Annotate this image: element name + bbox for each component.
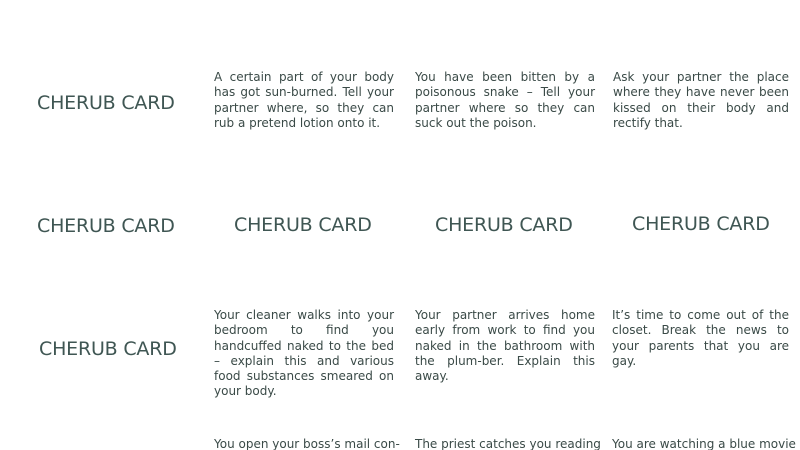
card-title-row1-col1: CHERUB CARD — [37, 92, 175, 114]
card-text-plumber: Your partner arrives home early from work to find you naked in the bathroom with the plum-ber. Explain this away. — [415, 308, 595, 384]
card-text-snake: You have been bitten by a poisonous snake – Tell your partner where so they can suck out the poison. — [415, 70, 595, 130]
card-text-kissed: Ask your partner the place where they have never been kissed on their body and rectify that. — [613, 70, 789, 130]
card-text-boss-mail: You open your boss’s mail con- — [214, 437, 400, 450]
card-title-row2-col4: CHERUB CARD — [632, 213, 770, 235]
card-title-row2-col2: CHERUB CARD — [234, 214, 372, 236]
card-text-blue-movie: You are watching a blue movie — [612, 437, 796, 450]
card-title-row2-col3: CHERUB CARD — [435, 214, 573, 236]
card-text-cleaner: Your cleaner walks into your bedroom to find you handcuffed naked to the bed – explain this and various food substances smeared on your body. — [214, 308, 394, 399]
card-title-row3-col1: CHERUB CARD — [39, 338, 177, 360]
card-text-priest: The priest catches you reading — [415, 437, 601, 450]
card-text-closet: It’s time to come out of the closet. Break the news to your parents that you are gay. — [612, 308, 789, 368]
card-title-row2-col1: CHERUB CARD — [37, 215, 175, 237]
card-text-sunburn: A certain part of your body has got sun-burned. Tell your partner where, so they can rub a pretend lotion onto it. — [214, 70, 394, 130]
